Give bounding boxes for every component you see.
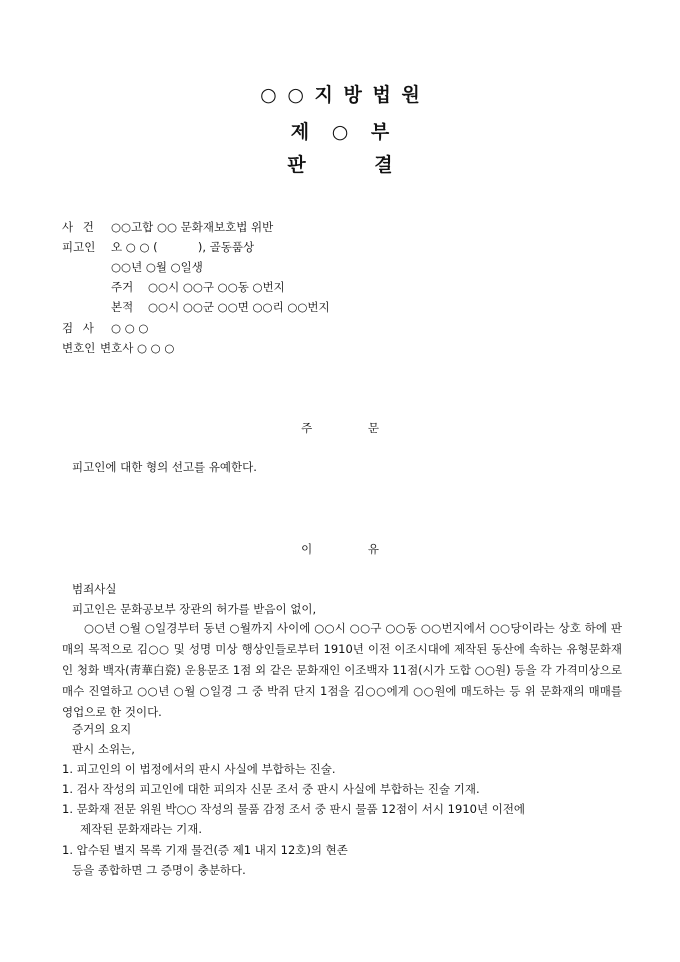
document-type: 판 결 bbox=[287, 154, 393, 176]
defendant-label: 피고인 bbox=[62, 240, 96, 254]
defendant-name: 오 ○ ○ ( ), 골동품상 bbox=[111, 240, 255, 254]
evidence-item-4: 1. 압수된 별지 목록 기재 물건(증 제1 내지 12호)의 현존 bbox=[62, 843, 348, 857]
crime-facts-intro: 피고인은 문화공보부 장관의 허가를 받음이 없이, bbox=[72, 602, 317, 616]
evidence-item-1: 1. 피고인의 이 법정에서의 판시 사실에 부합하는 진술. bbox=[62, 762, 336, 776]
counsel-value: 변호사 ○ ○ ○ bbox=[100, 341, 175, 355]
defendant-birth: ○○년 ○월 ○일생 bbox=[111, 260, 203, 274]
residence-label: 주거 bbox=[111, 280, 134, 294]
evidence-item-2: 1. 검사 작성의 피고인에 대한 피의자 신문 조서 중 판시 사실에 부합하는 진술 기재. bbox=[62, 782, 480, 796]
residence-value: ○○시 ○○구 ○○동 ○번지 bbox=[148, 280, 285, 294]
case-label: 사 건 bbox=[62, 220, 94, 234]
evidence-label: 증거의 요지 bbox=[72, 722, 132, 736]
domicile-label: 본적 bbox=[111, 300, 134, 314]
evidence-conclusion: 등을 종합하면 그 증명이 충분하다. bbox=[72, 863, 246, 877]
prosecutor-label: 검 사 bbox=[62, 321, 94, 335]
evidence-item-3: 1. 문화재 전문 위원 박○○ 작성의 물품 감정 조서 중 판시 물품 12점이 서시 1910년 이전에 bbox=[62, 802, 526, 816]
reasons-heading: 이 유 bbox=[301, 542, 379, 556]
order-heading: 주 문 bbox=[301, 421, 379, 435]
evidence-item-3-continued: 제작된 문화재라는 기재. bbox=[80, 822, 203, 836]
prosecutor-value: ○ ○ ○ bbox=[111, 321, 149, 335]
order-text: 피고인에 대한 형의 선고를 유예한다. bbox=[72, 460, 257, 474]
case-value: ○○고합 ○○ 문화재보호법 위반 bbox=[111, 220, 274, 234]
crime-facts-label: 범죄사실 bbox=[72, 582, 117, 596]
court-name: ○ ○ 지 방 법 원 bbox=[260, 84, 420, 106]
division-name: 제 ○ 부 bbox=[290, 121, 390, 143]
domicile-value: ○○시 ○○군 ○○면 ○○리 ○○번지 bbox=[148, 300, 330, 314]
crime-facts-body: ○○년 ○월 ○일경부터 동년 ○월까지 사이에 ○○시 ○○구 ○○동 ○○번지에서 ○○당이라는 상호 하에 판매의 목적으로 김○○ 및 성명 미상 행상인들로부터 1910년 이전 이조시대에 제작된 동산에 속하는 유형문화재인 청화 백자(靑華白瓷) 운용문조 1점 외 같은 문화재인 이조백자 11점(시가 도합 ○○원) 등을 각 가격미상으로 매수 진열하고 ○○년 ○월 ○일경 그 중 박쥐 단지 1점을 김○○에게 ○○원에 매도하는 등 위 문화재의 매매를 영업으로 한 것이다. bbox=[62, 621, 622, 719]
counsel-label: 변호인 bbox=[62, 341, 96, 355]
evidence-intro: 판시 소위는, bbox=[72, 742, 135, 756]
